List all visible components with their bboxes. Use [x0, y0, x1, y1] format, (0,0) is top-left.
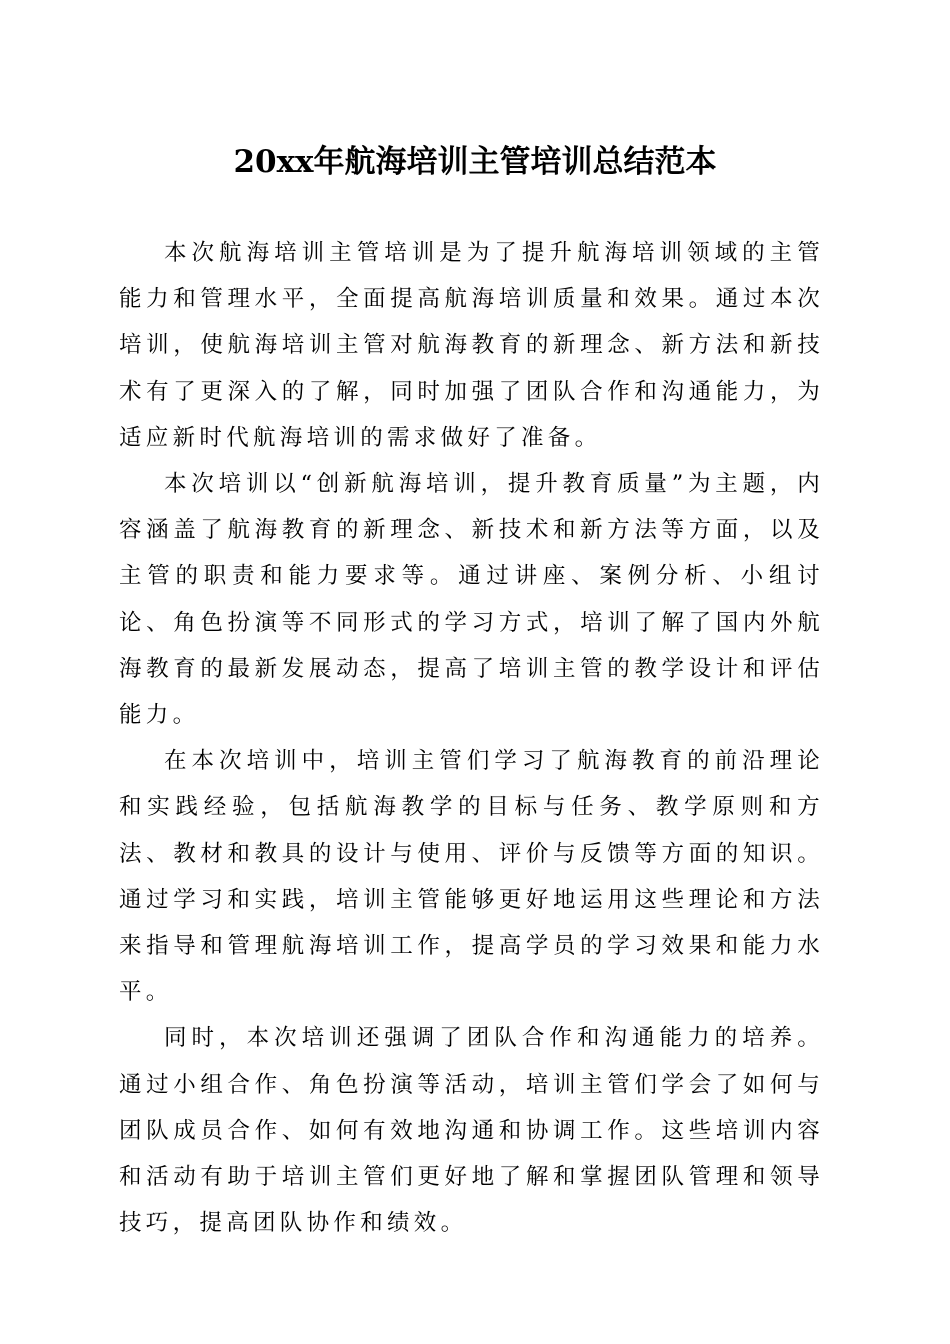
paragraph-2: 本次培训以“创新航海培训，提升教育质量”为主题，内容涵盖了航海教育的新理念、新技术和新方法等方面，以及主管的职责和能力要求等。通过讲座、案例分析、小组讨论、角色扮演等不同形式的学习方式，培训了解了国内外航海教育的最新发展动态，提高了培训主管的教学设计和评估能力。 — [119, 471, 824, 729]
paragraph-1: 本次航海培训主管培训是为了提升航海培训领域的主管能力和管理水平，全面提高航海培训质量和效果。通过本次培训，使航海培训主管对航海教育的新理念、新方法和新技术有了更深入的了解，同时加强了团队合作和沟通能力，为适应新时代航海培训的需求做好了准备。 — [119, 240, 824, 451]
paragraph-4: 同时，本次培训还强调了团队合作和沟通能力的培养。通过小组合作、角色扮演等活动，培训主管们学会了如何与团队成员合作、如何有效地沟通和协调工作。这些培训内容和活动有助于培训主管们更好地了解和掌握团队管理和领导技巧，提高团队协作和绩效。 — [119, 1025, 824, 1237]
paragraph-3: 在本次培训中，培训主管们学习了航海教育的前沿理论和实践经验，包括航海教学的目标与任务、教学原则和方法、教材和教具的设计与使用、评价与反馈等方面的知识。通过学习和实践，培训主管能够更好地运用这些理论和方法来指导和管理航海培训工作，提高学员的学习效果和能力水平。 — [119, 748, 824, 1006]
document-title: 20xx年航海培训主管培训总结范本 — [233, 144, 717, 180]
document-body — [119, 230, 824, 1246]
